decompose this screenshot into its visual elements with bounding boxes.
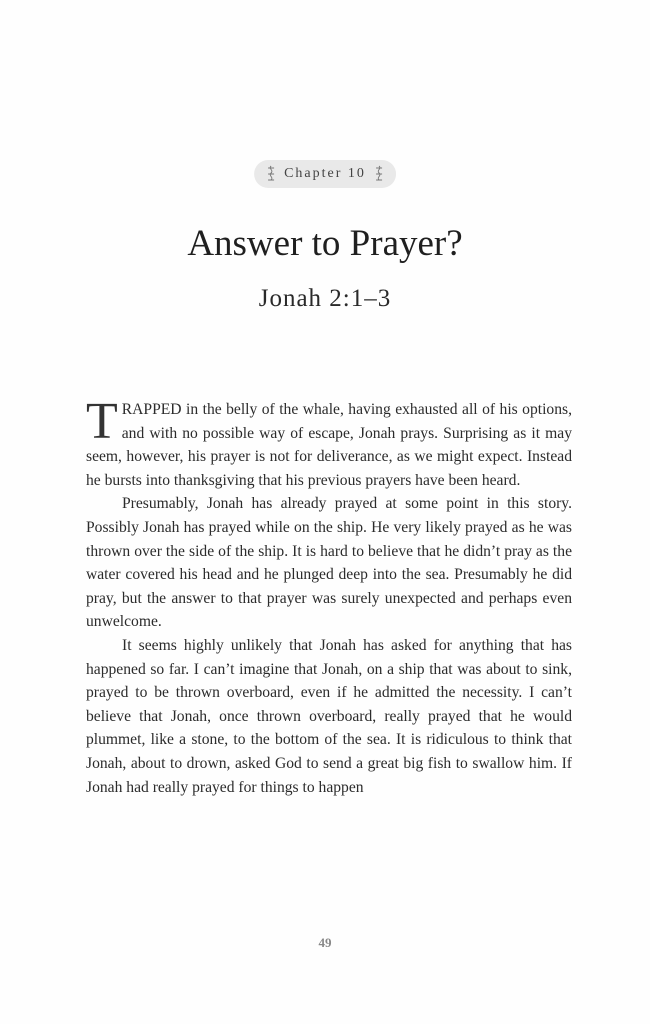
flourish-icon: [374, 165, 384, 183]
paragraph: Presumably, Jonah has already prayed at some point in this story. Possibly Jonah has prayed while on the ship. He very likely prayed as he was thrown over the side of the ship. It is hard to believe that he didn’t pray as the water covered his head and he plunged deep into the sea. Presumably he did pray, but the answer to that prayer was surely unexpected and perhaps even unwelcome.: [86, 495, 572, 631]
drop-cap: T: [86, 393, 118, 450]
scripture-reference: Jonah 2:1–3: [258, 285, 392, 312]
paragraph-text: RAPPED in the belly of the whale, having exhausted all of his options, and with no possible way of escape, Jonah prays. Surprising as it may seem, however, his prayer is not for deliverance, as we might expect. Instead he bursts into thanksgiving that his previous prayers have been heard.: [86, 401, 572, 489]
page-number: 49: [318, 935, 332, 950]
paragraph: [86, 393, 572, 492]
chapter-badge: [254, 160, 396, 188]
chapter-label: Chapter 10: [284, 166, 366, 181]
chapter-title: Answer to Prayer?: [187, 223, 463, 264]
paragraph: It seems highly unlikely that Jonah has asked for anything that has happened so far. I can’t imagine that Jonah, on a ship that was about to sink, prayed to be thrown overboard, even if he admitted the necessity. I can’t believe that Jonah, once thrown overboard, really prayed that he would plummet, like a stone, to the bottom of the sea. It is ridiculous to think that Jonah, about to drown, asked God to send a great big fish to swallow him. If Jonah had really prayed for things to happen: [86, 636, 572, 796]
flourish-icon: [266, 165, 276, 183]
body-text: [86, 393, 572, 799]
